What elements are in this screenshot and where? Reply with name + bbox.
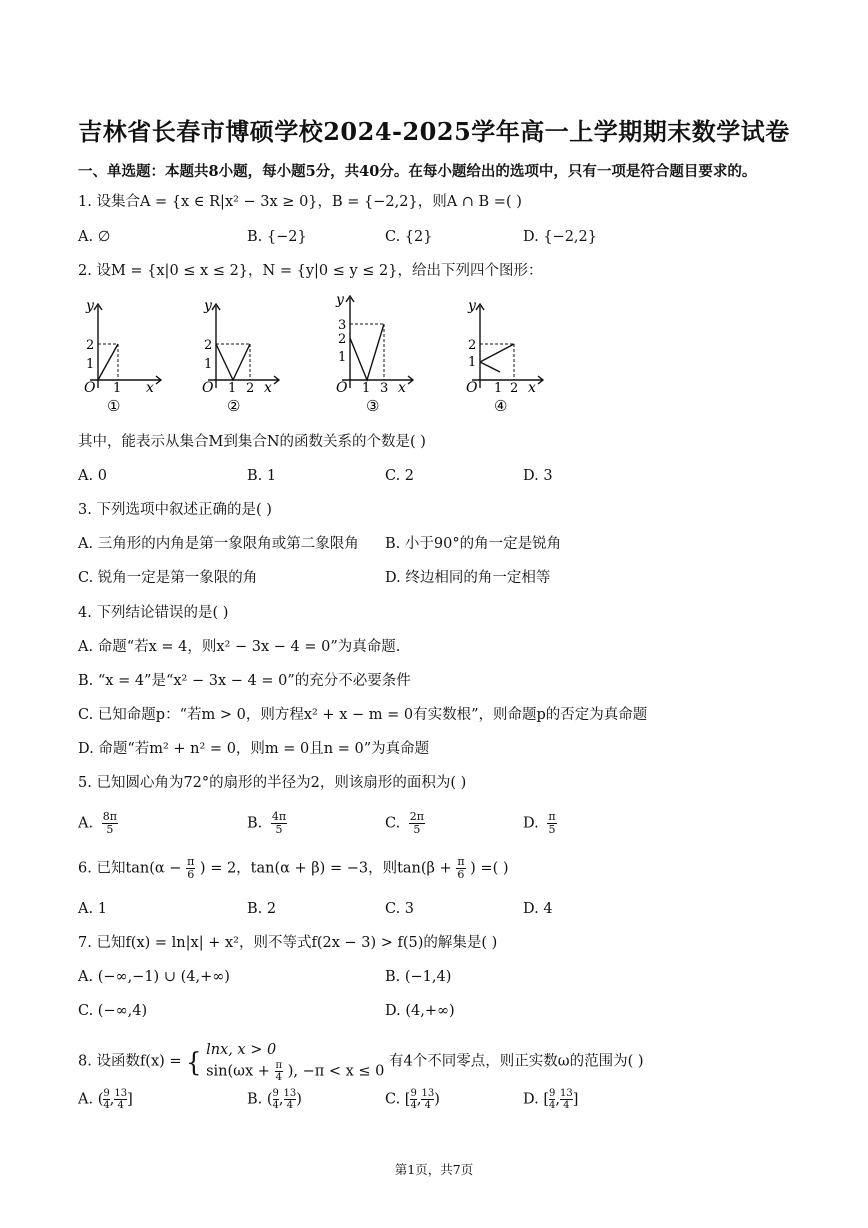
q6-option-b: B. 2 (247, 901, 277, 917)
q5-option-a (78, 811, 118, 836)
q6-prefix: 6. 已知tan(α − (78, 860, 182, 877)
q8-prefix: 8. 设函数f(x) = (78, 1053, 182, 1070)
x-tick-label: 1 (362, 381, 371, 396)
y-axis-label: y (468, 298, 476, 314)
q4-option-c: C. 已知命题p：“若m > 0，则方程x² + x − m = 0有实数根”，则命题p的否定为真命题 (78, 707, 648, 723)
fraction-denominator: 4 (563, 1100, 570, 1111)
y-tick-label: 2 (468, 338, 477, 353)
fraction-numerator: π (187, 855, 195, 868)
q1-option-c: C. {2} (385, 229, 433, 245)
q1-option-a: A. ∅ (78, 229, 111, 245)
origin-label: O (84, 380, 96, 396)
brace-symbol: { (186, 1046, 202, 1077)
fraction-numerator: 13 (559, 1088, 573, 1099)
option-label: A. (78, 815, 94, 832)
figure-1 (78, 292, 168, 417)
x-tick-label: 2 (246, 381, 255, 396)
q6-middle: ) = 2，tan(α + β) = −3，则tan(β + (199, 860, 452, 877)
origin-label: O (466, 380, 478, 396)
q4-option-b: B. “x = 4”是“x² − 3x − 4 = 0”的充分不必要条件 (78, 673, 411, 689)
fraction-denominator: 4 (103, 1100, 110, 1111)
fraction-denominator: 4 (272, 1100, 279, 1111)
option-label: A. (78, 1091, 94, 1108)
q3-option-c: C. 锐角一定是第一象限的角 (78, 570, 258, 586)
case-1: lnx, x > 0 (206, 1042, 277, 1058)
fraction-numerator: 9 (410, 1088, 417, 1099)
y-tick-label: 3 (338, 318, 347, 333)
y-tick-label: 2 (204, 338, 213, 353)
q2-option-b: B. 1 (247, 468, 277, 484)
x-tick-label: 2 (510, 381, 519, 396)
question-4-stem: 4. 下列结论错误的是( ) (78, 605, 229, 621)
y-tick-label: 1 (468, 355, 477, 370)
question-7-stem: 7. 已知f(x) = ln|x| + x²，则不等式f(2x − 3) > f(5)的解集是( ) (78, 935, 498, 951)
fraction-denominator: 5 (548, 823, 556, 836)
question-1-stem: 1. 设集合A = {x ∈ R|x² − 3x ≥ 0}，B = {−2,2}，则A ∩ B =( ) (78, 194, 522, 210)
case-2-suffix: ), −π < x ≤ 0 (287, 1063, 385, 1080)
interval-close: ] (127, 1091, 133, 1108)
q6-option-c: C. 3 (385, 901, 415, 917)
figure-label: ④ (494, 397, 508, 415)
q3-option-d: D. 终边相同的角一定相等 (385, 570, 551, 586)
question-6-stem (78, 856, 509, 881)
y-tick-label: 1 (86, 357, 95, 372)
interval-close: ) (434, 1091, 440, 1108)
fraction-denominator: 4 (117, 1100, 124, 1111)
question-3-stem: 3. 下列选项中叙述正确的是( ) (78, 502, 272, 518)
q3-option-b: B. 小于90°的角一定是锐角 (385, 536, 562, 552)
fraction-numerator: 13 (283, 1088, 297, 1099)
q5-option-c (385, 811, 425, 836)
q6-option-a: A. 1 (78, 901, 107, 917)
option-label: C. (385, 815, 401, 832)
fraction-numerator: 13 (114, 1088, 128, 1099)
interval-open: [ (404, 1091, 411, 1108)
figure-label: ② (227, 397, 241, 415)
q7-option-c: C. (−∞,4) (78, 1003, 148, 1019)
q8-option-b: B. ( $\frac{9}{4}$ , $\frac{13}{4}$ ) (247, 1088, 302, 1111)
q5-option-d (523, 811, 557, 836)
question-5-stem: 5. 已知圆心角为72°的扇形的半径为2，则该扇形的面积为( ) (78, 775, 467, 791)
fraction-numerator: 9 (549, 1088, 556, 1099)
fraction-numerator: π (275, 1060, 283, 1071)
fraction-denominator: 4 (275, 1072, 282, 1083)
figure-4 (460, 292, 550, 417)
q2-option-c: C. 2 (385, 468, 415, 484)
q7-option-b: B. (−1,4) (385, 969, 452, 985)
case-2 (206, 1060, 384, 1083)
y-axis-label: y (336, 292, 344, 308)
q4-option-d: D. 命题“若m² + n² = 0，则m = 0且n = 0”为真命题 (78, 741, 430, 757)
fraction-numerator: π (548, 810, 556, 823)
page-title: 吉林省长春市博硕学校2024-2025学年高一上学期期末数学试卷 (78, 117, 790, 146)
fraction-denominator: 6 (457, 868, 465, 881)
option-label: B. (247, 815, 263, 832)
y-tick-label: 2 (86, 338, 95, 353)
x-axis-label: x (146, 380, 154, 396)
fraction-denominator: 6 (187, 868, 195, 881)
y-axis-label: y (204, 298, 212, 314)
fraction-denominator: 5 (106, 823, 114, 836)
x-axis-label: x (264, 380, 272, 396)
q6-option-d: D. 4 (523, 901, 553, 917)
q3-option-a: A. 三角形的内角是第一象限角或第二象限角 (78, 536, 359, 552)
y-tick-label: 2 (338, 332, 347, 347)
figure-label: ① (107, 397, 121, 415)
origin-label: O (202, 380, 214, 396)
interval-open: ( (266, 1091, 273, 1108)
section-heading: 一、单选题：本题共8小题，每小题5分，共40分。在每小题给出的选项中，只有一项是符合题目要求的。 (78, 163, 757, 180)
graph-line (98, 344, 118, 380)
option-label: D. (523, 815, 539, 832)
fraction-numerator: 13 (421, 1088, 435, 1099)
q2-option-d: D. 3 (523, 468, 553, 484)
figure-3 (330, 292, 420, 417)
q7-option-a: A. (−∞,−1) ∪ (4,+∞) (78, 969, 230, 985)
interval-open: ( (97, 1091, 104, 1108)
x-axis-label: x (398, 380, 406, 396)
option-label: C. (385, 1091, 401, 1108)
fraction-numerator: 2π (409, 810, 425, 823)
option-label: D. (523, 1091, 539, 1108)
q1-option-b: B. {−2} (247, 229, 307, 245)
fraction-denominator: 5 (413, 823, 421, 836)
fraction-numerator: π (457, 855, 465, 868)
interval-open: [ (543, 1091, 549, 1108)
fraction-numerator: 9 (272, 1088, 279, 1099)
fraction-numerator: 4π (271, 810, 287, 823)
q8-option-d: D. [ $\frac{9}{4}$ , $\frac{13}{4}$ ] (523, 1088, 579, 1111)
page-footer: 第1页，共7页 (394, 1162, 474, 1177)
q7-option-d: D. (4,+∞) (385, 1003, 455, 1019)
fraction-denominator: 4 (424, 1100, 431, 1111)
y-tick-label: 1 (338, 350, 347, 365)
interval-close: ] (572, 1091, 579, 1108)
fraction-denominator: 4 (410, 1100, 417, 1111)
question-8-stem (78, 1040, 644, 1083)
fraction-denominator: 5 (275, 823, 283, 836)
q8-option-c: C. [ $\frac{9}{4}$ , $\frac{13}{4}$ ) (385, 1088, 440, 1111)
q4-option-a: A. 命题“若x = 4，则x² − 3x − 4 = 0”为真命题. (78, 639, 401, 655)
question-2-followup: 其中，能表示从集合M到集合N的函数关系的个数是( ) (78, 434, 426, 450)
q2-option-a: A. 0 (78, 468, 107, 484)
x-axis-label: x (528, 380, 536, 396)
y-axis-label: y (86, 298, 94, 314)
figure-label: ③ (366, 397, 380, 415)
x-tick-label: 1 (494, 381, 503, 396)
q8-option-a: A. ( $\frac{9}{4}$ , $\frac{13}{4}$ ] (78, 1088, 133, 1111)
x-tick-label: 1 (228, 381, 237, 396)
case-2-prefix: sin(ωx + (206, 1063, 270, 1080)
figure-2 (196, 292, 286, 417)
origin-label: O (336, 380, 348, 396)
fraction-numerator: 9 (103, 1088, 110, 1099)
fraction-numerator: 8π (102, 810, 117, 823)
y-tick-label: 1 (204, 357, 213, 372)
option-label: B. (247, 1091, 263, 1108)
interval-close: ) (296, 1091, 302, 1108)
x-tick-label: 3 (380, 381, 389, 396)
x-tick-label: 1 (113, 381, 122, 396)
q6-suffix: ) =( ) (470, 860, 509, 877)
q8-suffix: 有4个不同零点，则正实数ω的范围为( ) (389, 1053, 644, 1070)
question-2-stem: 2. 设M = {x|0 ≤ x ≤ 2}，N = {y|0 ≤ y ≤ 2}，给出下列四个图形： (78, 263, 543, 279)
q1-option-d: D. {−2,2} (523, 229, 597, 245)
piecewise-cases (206, 1040, 384, 1083)
fraction-denominator: 4 (286, 1100, 294, 1111)
fraction-denominator: 4 (549, 1100, 556, 1111)
q5-option-b (247, 811, 287, 836)
